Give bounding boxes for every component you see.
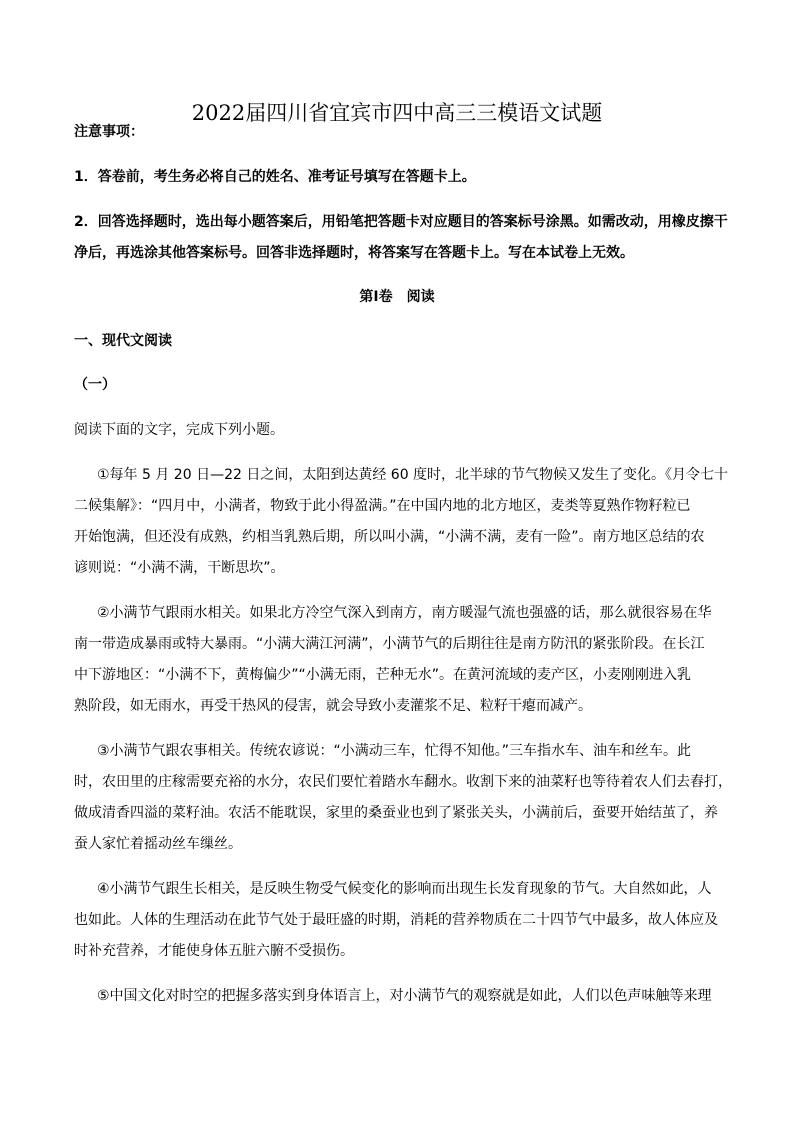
paragraph-3-line: 蚕人家忙着摇动丝车缫丝。 — [74, 836, 242, 852]
paragraph-1-line: 开始饱满，但还没有成熟，约相当乳熟后期，所以叫小满，“小满不满，麦有一险”。南方地区总结的农 — [74, 529, 705, 545]
paragraph-3-line: 时，农田里的庄稼需要充裕的水分，农民们要忙着踏水车翻水。收割下来的油菜籽也等待着农人们去舂打， — [74, 774, 732, 790]
paragraph-1-line: 二候集解》：“四月中，小满者，物致于此小得盈满。”在中国内地的北方地区，麦类等夏熟作物籽粒已 — [74, 498, 691, 514]
paragraph-3-line: ③小满节气跟农事相关。传统农谚说：“小满动三车，忙得不知他。”三车指水车、油车和丝车。此 — [97, 743, 692, 759]
paragraph-4-line: 也如此。人体的生理活动在此节气处于最旺盛的时期，消耗的营养物质在二十四节气中最多，故人体应及 — [74, 912, 718, 928]
paragraph-2-line: ②小满节气跟雨水相关。如果北方冷空气深入到南方，南方暖湿气流也强盛的话，那么就很容易在华 — [97, 605, 712, 621]
notice-item-2-line-2: 净后，再选涂其他答案标号。回答非选择题时，将答案写在答题卡上。写在本试卷上无效。 — [74, 245, 634, 261]
section-title: 第I卷 阅读 — [359, 289, 435, 305]
paragraph-2-line: 熟阶段，如无雨水，再受干热风的侵害，就会导致小麦灌浆不足、粒籽干瘪而减产。 — [74, 698, 592, 714]
paragraph-3-line: 做成清香四溢的菜籽油。农活不能耽误，家里的桑蚕业也到了紧张关头，小满前后，蚕要开始结茧了，养 — [74, 805, 718, 821]
paragraph-4-line: ④小满节气跟生长相关，是反映生物受气候变化的影响而出现生长发育现象的节气。大自然如此，人 — [97, 881, 712, 897]
paragraph-1-line: 谚则说：“小满不满，干断思坎”。 — [74, 560, 285, 576]
document-title: 2022届四川省宜宾市四中高三三模语文试题 — [191, 101, 603, 125]
sub-heading: （一） — [74, 377, 116, 393]
paragraph-4-line: 时补充营养，才能使身体五脏六腑不受损伤。 — [74, 943, 354, 959]
paragraph-1-line: ①每年 5 月 20 日—22 日之间，太阳到达黄经 60 度时，北半球的节气物候又发生了变化。《月令七十 — [97, 467, 729, 483]
instruction-text: 阅读下面的文字，完成下列小题。 — [74, 422, 284, 438]
paragraph-2-line: 南一带造成暴雨或特大暴雨。“小满大满江河满”，小满节气的后期往往是南方防汛的紧张阶段。在长江 — [74, 636, 705, 652]
part-heading: 一、现代文阅读 — [74, 333, 172, 349]
notice-item-2-line-1: 2．回答选择题时，选出每小题答案后，用铅笔把答题卡对应题目的答案标号涂黑。如需改动，用橡皮擦干 — [74, 214, 728, 230]
notice-heading: 注意事项： — [74, 124, 144, 140]
paragraph-2-line: 中下游地区：“小满不下，黄梅偏少”“小满无雨，芒种无水”。在黄河流域的麦产区，小麦刚刚进入乳 — [74, 667, 692, 683]
paragraph-5-line: ⑤中国文化对时空的把握多落实到身体语言上，对小满节气的观察就是如此，人们以色声味触等来理 — [97, 988, 712, 1004]
notice-item-1: 1．答卷前，考生务必将自己的姓名、准考证号填写在答题卡上。 — [74, 169, 476, 185]
